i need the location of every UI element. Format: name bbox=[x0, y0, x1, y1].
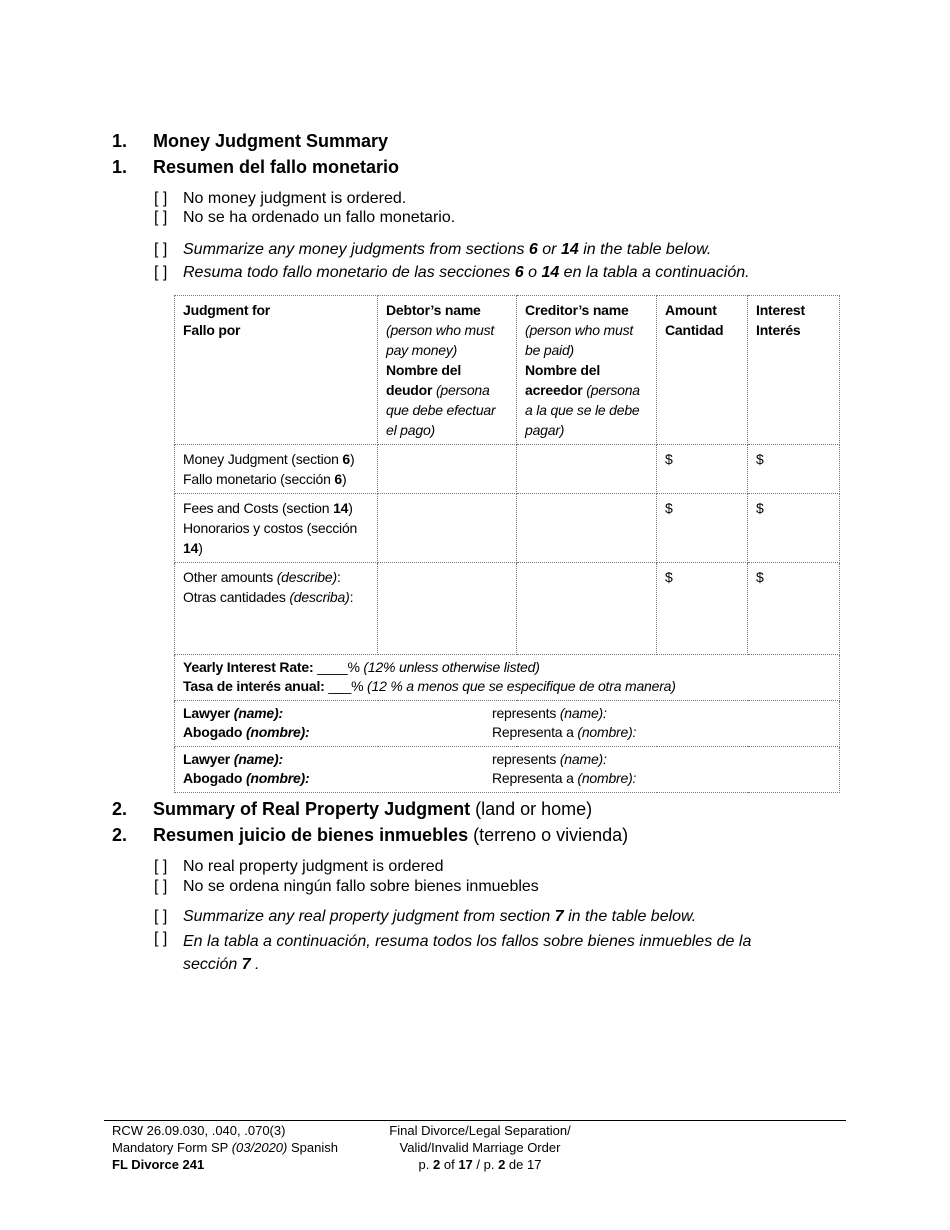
footer-page-number: p. 2 of 17 / p. 2 de 17 bbox=[418, 1157, 542, 1172]
section-2-heading-en bbox=[112, 799, 812, 821]
option-summarize-real-property-es[interactable] bbox=[154, 930, 854, 974]
option-no-real-property-en[interactable] bbox=[154, 858, 854, 878]
interest-cell[interactable]: $ bbox=[748, 563, 840, 655]
table-header-row bbox=[175, 296, 840, 445]
section-number: 1. bbox=[112, 157, 128, 177]
option-label: No se ordena ningún fallo sobre bienes inmuebles bbox=[183, 878, 539, 895]
footer-form: Mandatory Form SP (03/2020) Spanish bbox=[112, 1140, 338, 1155]
section-title: Resumen juicio de bienes inmuebles (terreno o vivienda) bbox=[153, 825, 629, 845]
header-interest: Interest Interés bbox=[748, 296, 840, 445]
header-creditor: Creditor’s name (person who must be paid) Nombre del acreedor (persona a la que se le debe pagar) bbox=[517, 296, 657, 445]
interest-cell[interactable]: $ bbox=[748, 445, 840, 494]
option-no-real-property-es[interactable] bbox=[154, 878, 854, 898]
option-summarize-real-property-en[interactable] bbox=[154, 908, 854, 928]
header-debtor: Debtor’s name (person who must pay money) Nombre del deudor (persona que debe efectuar el pago) bbox=[378, 296, 517, 445]
footer-left bbox=[112, 1122, 382, 1173]
amount-cell[interactable]: $ bbox=[657, 445, 748, 494]
table-row-other-amounts bbox=[175, 563, 840, 655]
checkbox[interactable]: [ ] bbox=[154, 209, 168, 226]
table-row-interest-rate bbox=[175, 655, 840, 701]
checkbox[interactable]: [ ] bbox=[154, 908, 168, 925]
lawyer-cell[interactable]: Lawyer (name): Abogado (nombre): represents (name): Representa a (nombre): bbox=[175, 747, 840, 793]
row-label: Money Judgment (section 6) Fallo monetario (sección 6) bbox=[175, 445, 378, 494]
amount-cell[interactable]: $ bbox=[657, 494, 748, 563]
table-row-lawyer-1 bbox=[175, 701, 840, 747]
creditor-cell[interactable] bbox=[517, 445, 657, 494]
section-1-heading-es bbox=[112, 157, 612, 179]
table-row-money-judgment bbox=[175, 445, 840, 494]
lawyer-cell[interactable]: Lawyer (name): Abogado (nombre): represents (name): Representa a (nombre): bbox=[175, 701, 840, 747]
option-summarize-en[interactable] bbox=[154, 241, 854, 261]
footer-divider bbox=[104, 1120, 846, 1121]
debtor-cell[interactable] bbox=[378, 445, 517, 494]
option-no-money-judgment-es[interactable] bbox=[154, 209, 854, 229]
checkbox[interactable]: [ ] bbox=[154, 878, 168, 895]
amount-cell[interactable]: $ bbox=[657, 563, 748, 655]
money-judgment-table bbox=[174, 295, 840, 793]
option-label: No money judgment is ordered. bbox=[183, 190, 407, 207]
header-amount: Amount Cantidad bbox=[657, 296, 748, 445]
checkbox[interactable]: [ ] bbox=[154, 190, 168, 207]
checkbox[interactable]: [ ] bbox=[154, 241, 168, 258]
creditor-cell[interactable] bbox=[517, 494, 657, 563]
option-label: Resuma todo fallo monetario de las secciones 6 o 14 en la tabla a continuación. bbox=[183, 264, 750, 281]
header-judgment-for: Judgment for Fallo por bbox=[175, 296, 378, 445]
option-summarize-es[interactable] bbox=[154, 264, 854, 284]
footer-rcw: RCW 26.09.030, .040, .070(3) bbox=[112, 1123, 286, 1138]
checkbox[interactable]: [ ] bbox=[154, 858, 168, 875]
option-no-money-judgment-en[interactable] bbox=[154, 190, 854, 210]
section-number: 2. bbox=[112, 799, 128, 819]
interest-cell[interactable]: $ bbox=[748, 494, 840, 563]
footer-order-subtitle: Valid/Invalid Marriage Order bbox=[399, 1140, 561, 1155]
table-row-fees-costs bbox=[175, 494, 840, 563]
option-label: En la tabla a continuación, resuma todos los fallos sobre bienes inmuebles de la sección 7 . bbox=[183, 933, 752, 973]
footer-order-title: Final Divorce/Legal Separation/ bbox=[389, 1123, 571, 1138]
debtor-cell[interactable] bbox=[378, 563, 517, 655]
row-label: Fees and Costs (section 14) Honorarios y costos (sección 14) bbox=[175, 494, 378, 563]
section-1-heading-en bbox=[112, 131, 612, 153]
option-label: Summarize any real property judgment from section 7 in the table below. bbox=[183, 908, 697, 925]
checkbox[interactable]: [ ] bbox=[154, 264, 168, 281]
checkbox[interactable]: [ ] bbox=[154, 930, 168, 947]
debtor-cell[interactable] bbox=[378, 494, 517, 563]
section-title: Money Judgment Summary bbox=[153, 131, 389, 151]
option-label: No real property judgment is ordered bbox=[183, 858, 444, 875]
section-2-heading-es bbox=[112, 825, 812, 847]
section-number: 1. bbox=[112, 131, 128, 151]
table-row-lawyer-2 bbox=[175, 747, 840, 793]
option-label: No se ha ordenado un fallo monetario. bbox=[183, 209, 456, 226]
footer-form-id: FL Divorce 241 bbox=[112, 1157, 205, 1172]
section-title: Summary of Real Property Judgment (land or home) bbox=[153, 799, 593, 819]
option-label: Summarize any money judgments from sections 6 or 14 in the table below. bbox=[183, 241, 712, 258]
section-title: Resumen del fallo monetario bbox=[153, 157, 400, 177]
creditor-cell[interactable] bbox=[517, 563, 657, 655]
footer-center bbox=[360, 1122, 600, 1173]
interest-rate-cell[interactable]: Yearly Interest Rate: ____% (12% unless otherwise listed) Tasa de interés anual: ___% (12 % a menos que se especifique de otra manera) bbox=[175, 655, 840, 701]
section-number: 2. bbox=[112, 825, 128, 845]
row-label: Other amounts (describe): Otras cantidades (describa): bbox=[175, 563, 378, 655]
